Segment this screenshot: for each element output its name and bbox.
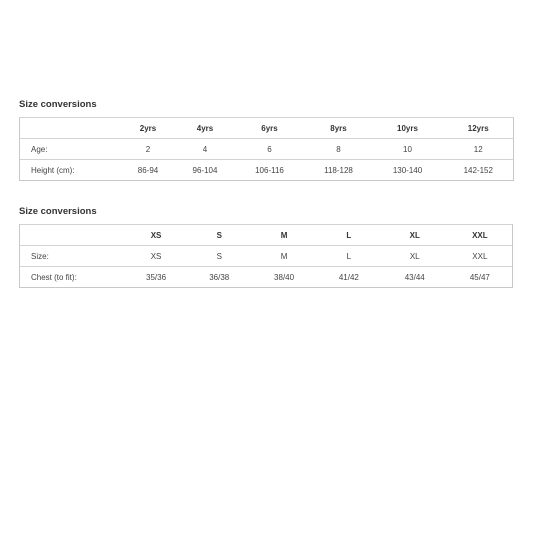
table-cell: 118-128: [306, 160, 372, 181]
row-label: Height (cm):: [20, 160, 120, 181]
table-row: [20, 267, 513, 288]
header-cell: M: [252, 225, 316, 246]
kids-size-table: [19, 117, 514, 181]
table-row: [20, 160, 514, 181]
header-cell: XL: [382, 225, 448, 246]
header-cell: XS: [126, 225, 187, 246]
header-cell: 8yrs: [306, 118, 372, 139]
cut-off-text-fragment: [19, 305, 79, 309]
header-cell: 10yrs: [372, 118, 444, 139]
header-cell: [20, 118, 120, 139]
section-title: Size conversions: [19, 99, 97, 110]
table-cell: 106-116: [234, 160, 306, 181]
header-cell: S: [186, 225, 252, 246]
table-cell: M: [252, 246, 316, 267]
table-cell: 38/40: [252, 267, 316, 288]
table-cell: 36/38: [186, 267, 252, 288]
row-label: Chest (to fit):: [20, 267, 126, 288]
table-cell: XXL: [448, 246, 513, 267]
table-cell: XL: [382, 246, 448, 267]
table-header-row: [20, 225, 513, 246]
table-cell: 8: [306, 139, 372, 160]
table-cell: 12: [444, 139, 514, 160]
adult-size-section: [19, 206, 513, 288]
table-cell: 41/42: [316, 267, 382, 288]
table-cell: S: [186, 246, 252, 267]
header-cell: 6yrs: [234, 118, 306, 139]
section-title: Size conversions: [19, 206, 97, 217]
table-cell: 4: [177, 139, 234, 160]
table-cell: 6: [234, 139, 306, 160]
table-cell: 96-104: [177, 160, 234, 181]
table-header-row: [20, 118, 514, 139]
table-cell: 142-152: [444, 160, 514, 181]
table-cell: L: [316, 246, 382, 267]
header-cell: [20, 225, 126, 246]
table-cell: 10: [372, 139, 444, 160]
table-cell: 35/36: [126, 267, 187, 288]
row-label: Age:: [20, 139, 120, 160]
header-cell: 2yrs: [120, 118, 177, 139]
table-row: [20, 246, 513, 267]
table-cell: 2: [120, 139, 177, 160]
table-cell: 86-94: [120, 160, 177, 181]
header-cell: L: [316, 225, 382, 246]
table-cell: 45/47: [448, 267, 513, 288]
table-cell: XS: [126, 246, 187, 267]
adult-size-table: [19, 224, 513, 288]
table-cell: 130-140: [372, 160, 444, 181]
table-cell: 43/44: [382, 267, 448, 288]
kids-size-section: [19, 99, 513, 181]
table-row: [20, 139, 514, 160]
header-cell: 4yrs: [177, 118, 234, 139]
row-label: Size:: [20, 246, 126, 267]
header-cell: 12yrs: [444, 118, 514, 139]
header-cell: XXL: [448, 225, 513, 246]
